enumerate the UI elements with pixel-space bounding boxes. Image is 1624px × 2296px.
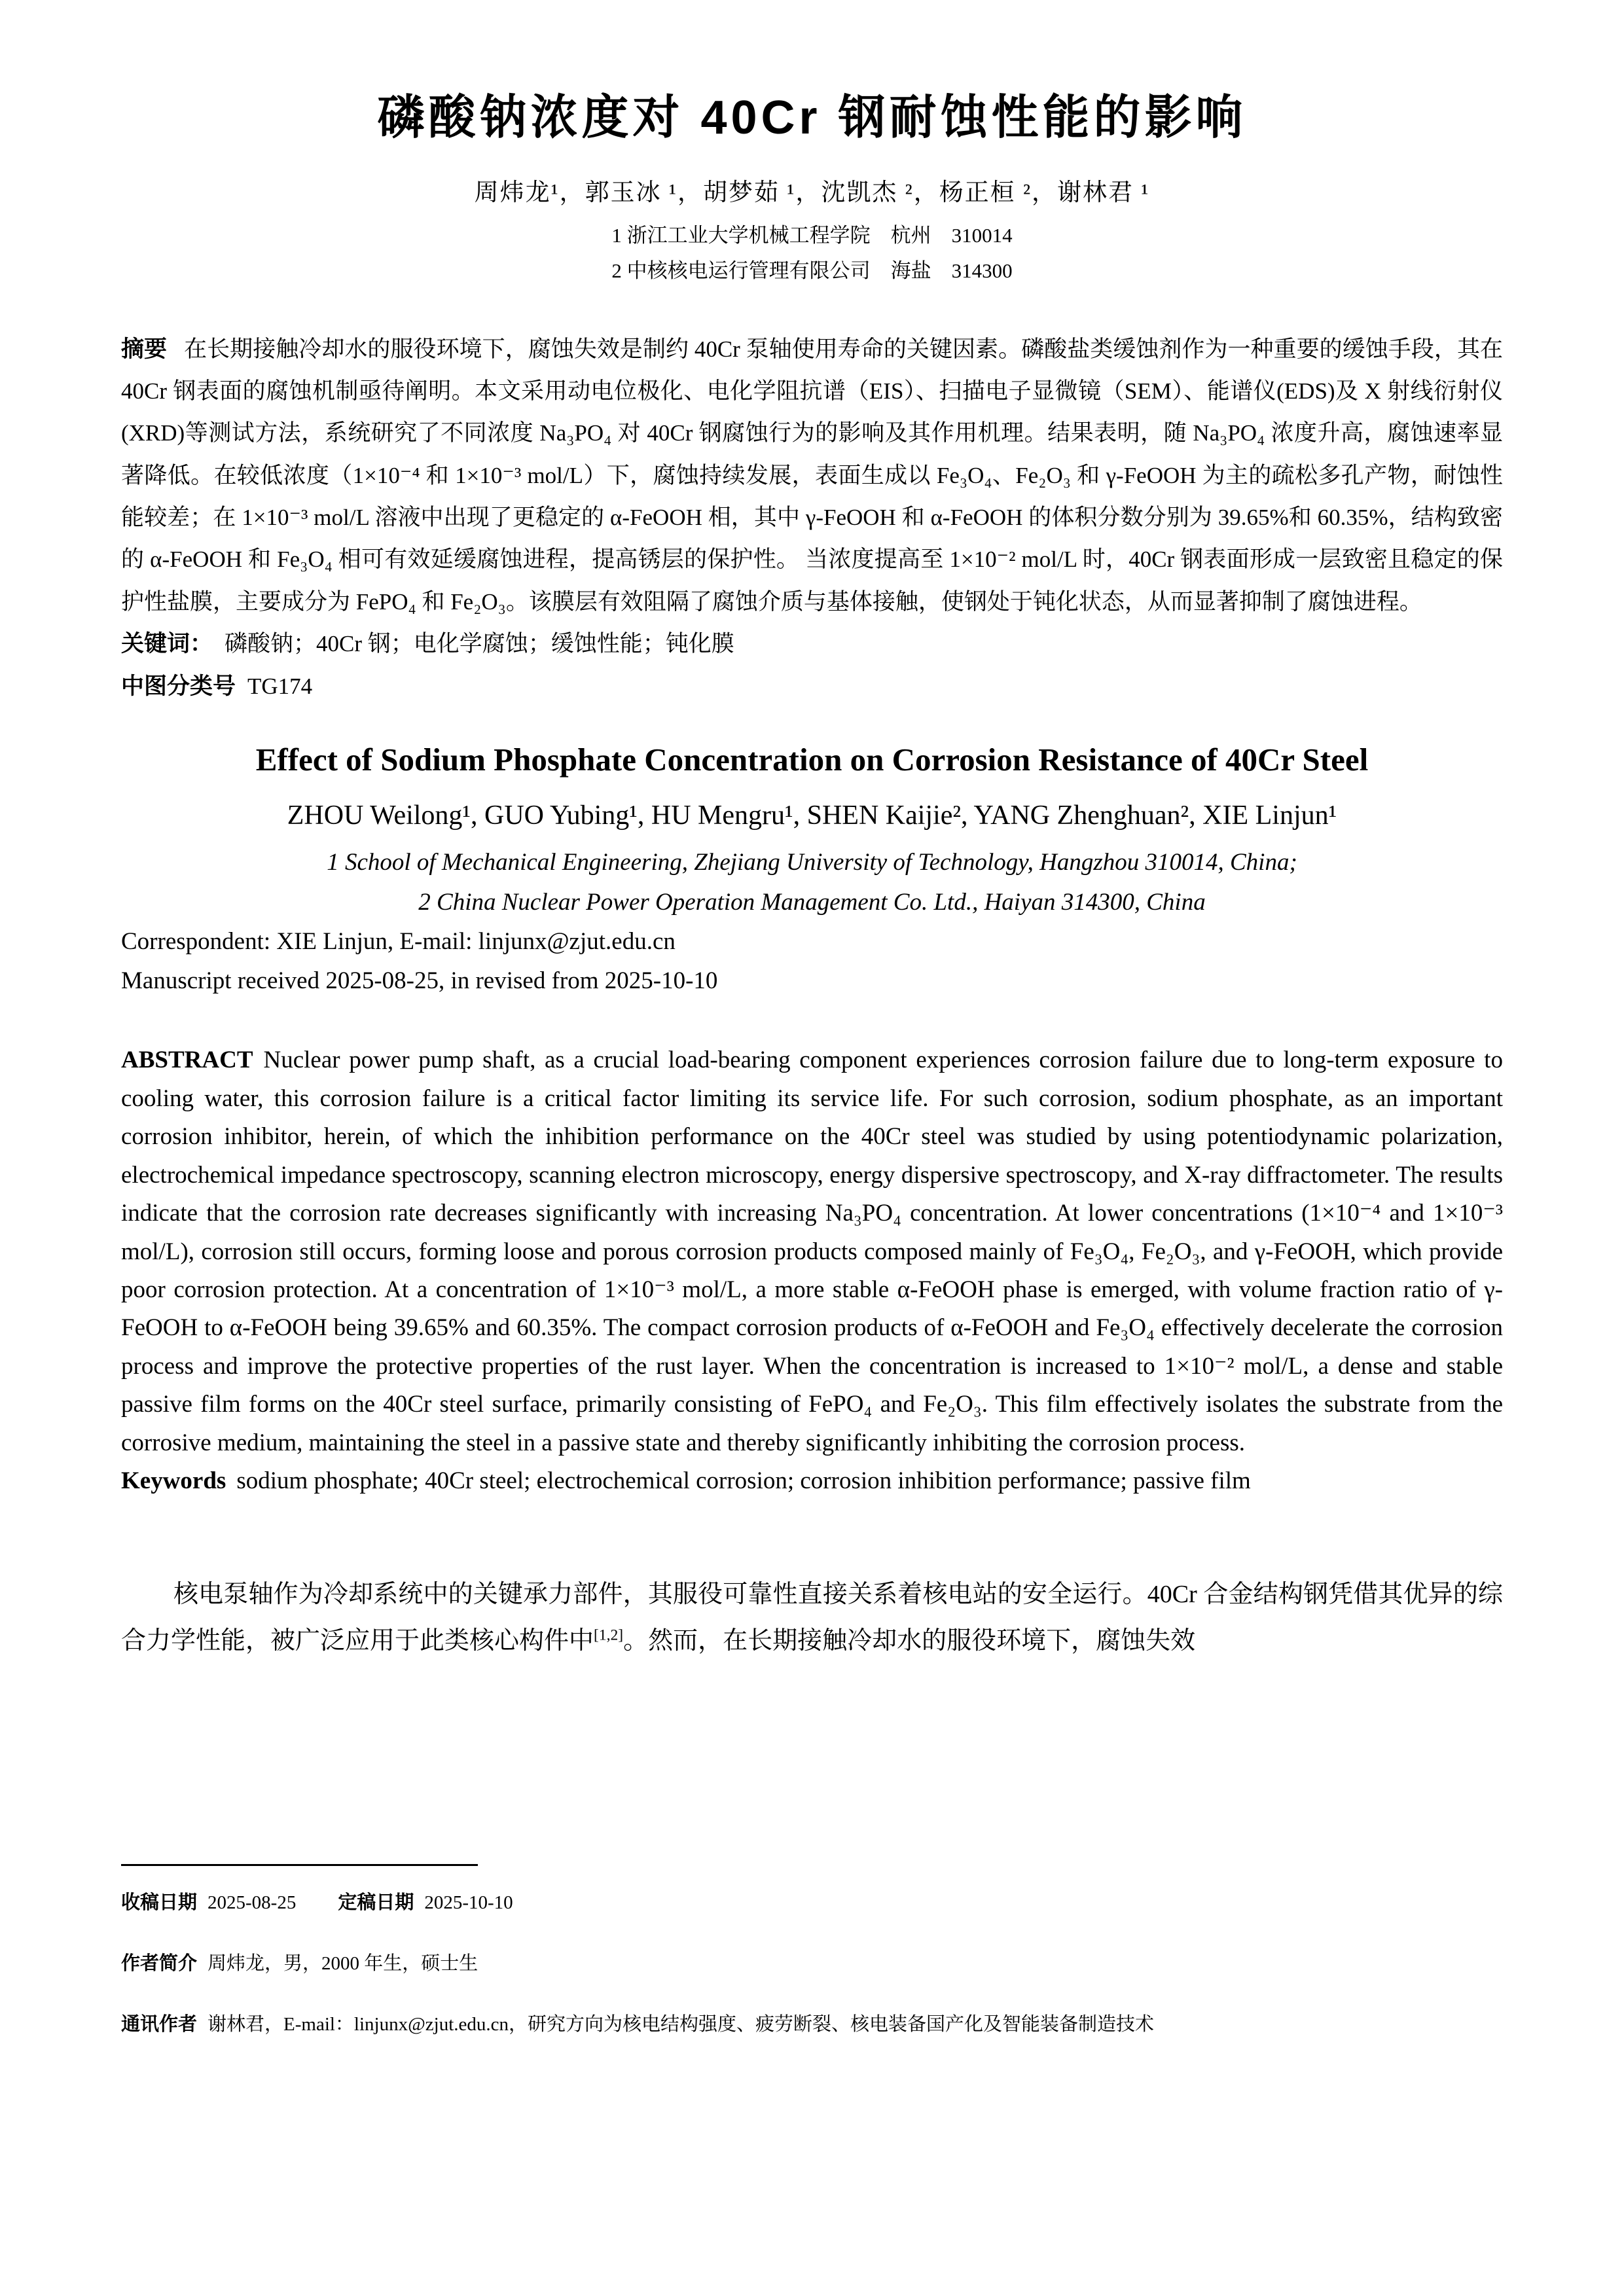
footnote-bio-label: 作者简介	[121, 1952, 198, 1974]
footnote-finalized-value: 2025-10-10	[424, 1892, 513, 1913]
affiliation-en-2: 2 China Nuclear Power Operation Management Co. Ltd., Haiyan 314300, China	[418, 889, 1206, 916]
body-paragraph-text: 核电泵轴作为冷却系统中的关键承力部件，其服役可靠性直接关系着核电站的安全运行。40Cr 合金结构钢凭借其优异的综合力学性能，被广泛应用于此类核心构件中	[121, 1580, 1503, 1655]
keywords-text-zh: 磷酸钠；40Cr 钢；电化学腐蚀；缓蚀性能；钝化膜	[225, 631, 734, 657]
footnote-received-label: 收稿日期	[121, 1892, 198, 1913]
authors-zh: 周炜龙¹，郭玉冰 ¹，胡梦茹 ¹，沈凯杰 ²，杨正桓 ²，谢林君 ¹	[474, 179, 1150, 206]
keywords-text-en: sodium phosphate; 40Cr steel; electrochemical corrosion; corrosion inhibition performance; passive film	[236, 1467, 1251, 1495]
keywords-line-zh	[121, 623, 1503, 665]
footnote-received-value: 2025-08-25	[208, 1892, 297, 1913]
manuscript-line: Manuscript received 2025-08-25, in revised from 2025-10-10	[121, 967, 718, 995]
keywords-label-en: Keywords	[121, 1467, 226, 1495]
affiliation-en-1: 1 School of Mechanical Engineering, Zhejiang University of Technology, Hangzhou 310014, China;	[327, 849, 1297, 876]
footnote-received	[121, 1888, 1503, 1918]
paper-title-zh: 磷酸钠浓度对 40Cr 钢耐蚀性能的影响	[377, 92, 1247, 144]
affiliation-zh-1: 1 浙江工业大学机械工程学院 杭州 310014	[611, 224, 1013, 247]
body-paragraph-text-cont: 。然而，在长期接触冷却水的服役环境下，腐蚀失效	[623, 1627, 1196, 1655]
paper-title-en: Effect of Sodium Phosphate Concentration on Corrosion Resistance of 40Cr Steel	[255, 742, 1369, 778]
citation-superscript: [1,2]	[594, 1626, 624, 1644]
abstract-zh	[121, 329, 1503, 624]
affiliations-zh	[121, 218, 1503, 289]
abstract-text-en: Nuclear power pump shaft, as a crucial load-bearing component experiences corrosion failure due to long-term exposure to cooling water, this corrosion failure is a critical factor limiting its service life. For such corrosion, sodium phosphate, as an important corrosion inhibitor, herein, of which the inhibition performance on the 40Cr steel was studied by using potentiodynamic polarization, electrochemical impedance spectroscopy, scanning electron microscopy, energy dispersive spectroscopy, and X-ray diffractometer. The results indicate that the corrosion rate decreases significantly with increasing Na₃PO₄ concentration. At lower concentrations (1×10⁻⁴ and 1×10⁻³ mol/L), corrosion still occurs, forming loose and porous corrosion products composed mainly of Fe₃O₄, Fe₂O₃, and γ-FeOOH, which provide poor corrosion protection. At a concentration of 1×10⁻³ mol/L, a more stable α-FeOOH phase is emerged, with volume fraction ratio of γ-FeOOH to α-FeOOH being 39.65% and 60.35%. The compact corrosion products of α-FeOOH and Fe₃O₄ effectively decelerate the corrosion process and improve the protective properties of the rust layer. When the concentration is increased to 1×10⁻² mol/L, a dense and stable passive film forms on the 40Cr steel surface, primarily consisting of FePO₄ and Fe₂O₃. This film effectively isolates the substrate from the corrosive medium, maintaining the steel in a passive state and thereby significantly inhibiting the corrosion process.	[121, 1047, 1503, 1456]
body-paragraph-1	[121, 1571, 1503, 1665]
abstract-label-en: ABSTRACT	[121, 1047, 253, 1074]
footnote-divider	[121, 1864, 478, 1866]
footnote-bio-value: 周炜龙，男，2000 年生，硕士生	[208, 1952, 478, 1974]
footnote-correspondent-value: 谢林君，E-mail：linjunx@zjut.edu.cn，研究方向为核电结构强度、疲劳断裂、核电装备国产化及智能装备制造技术	[208, 2013, 1155, 2035]
clc-line	[121, 666, 1503, 708]
footnote-area	[121, 1864, 1503, 2071]
footnote-correspondent	[121, 2010, 1503, 2039]
keywords-line-en	[121, 1462, 1503, 1500]
keywords-label-zh: 关键词：	[121, 631, 213, 657]
abstract-label-zh: 摘要	[121, 336, 168, 362]
clc-value: TG174	[247, 673, 313, 699]
footnote-finalized-label: 定稿日期	[338, 1892, 414, 1913]
authors-en: ZHOU Weilong¹, GUO Yubing¹, HU Mengru¹, SHEN Kaijie², YANG Zhenghuan², XIE Linjun¹	[287, 800, 1337, 831]
footnote-correspondent-label: 通讯作者	[121, 2013, 198, 2035]
clc-label: 中图分类号	[121, 673, 236, 699]
abstract-en	[121, 1041, 1503, 1462]
abstract-text-zh: 在长期接触冷却水的服役环境下，腐蚀失效是制约 40Cr 泵轴使用寿命的关键因素。磷酸盐类缓蚀剂作为一种重要的缓蚀手段，其在 40Cr 钢表面的腐蚀机制亟待阐明。本文采用动电位极化、电化学阻抗谱（EIS）、扫描电子显微镜（SEM）、能谱仪(EDS)及 X 射线衍射仪(XRD)等测试方法，系统研究了不同浓度 Na₃PO₄ 对 40Cr 钢腐蚀行为的影响及其作用机理。结果表明，随 Na₃PO₄ 浓度升高，腐蚀速率显著降低。在较低浓度（1×10⁻⁴ 和 1×10⁻³ mol/L）下，腐蚀持续发展，表面生成以 Fe₃O₄、Fe₂O₃ 和 γ-FeOOH 为主的疏松多孔产物，耐蚀性能较差；在 1×10⁻³ mol/L 溶液中出现了更稳定的 α-FeOOH 相，其中 γ-FeOOH 和 α-FeOOH 的体积分数分别为 39.65%和 60.35%，结构致密的 α-FeOOH 和 Fe₃O₄ 相可有效延缓腐蚀进程，提高锈层的保护性。 当浓度提高至 1×10⁻² mol/L 时，40Cr 钢表面形成一层致密且稳定的保护性盐膜，主要成分为 FePO₄ 和 Fe₂O₃。该膜层有效阻隔了腐蚀介质与基体接触，使钢处于钝化状态，从而显著抑制了腐蚀进程。	[121, 336, 1503, 615]
footnote-bio	[121, 1949, 1503, 1979]
affiliation-zh-2: 2 中核核电运行管理有限公司 海盐 314300	[611, 259, 1013, 283]
correspondent-line: Correspondent: XIE Linjun, E-mail: linjunx@zjut.edu.cn	[121, 928, 676, 956]
